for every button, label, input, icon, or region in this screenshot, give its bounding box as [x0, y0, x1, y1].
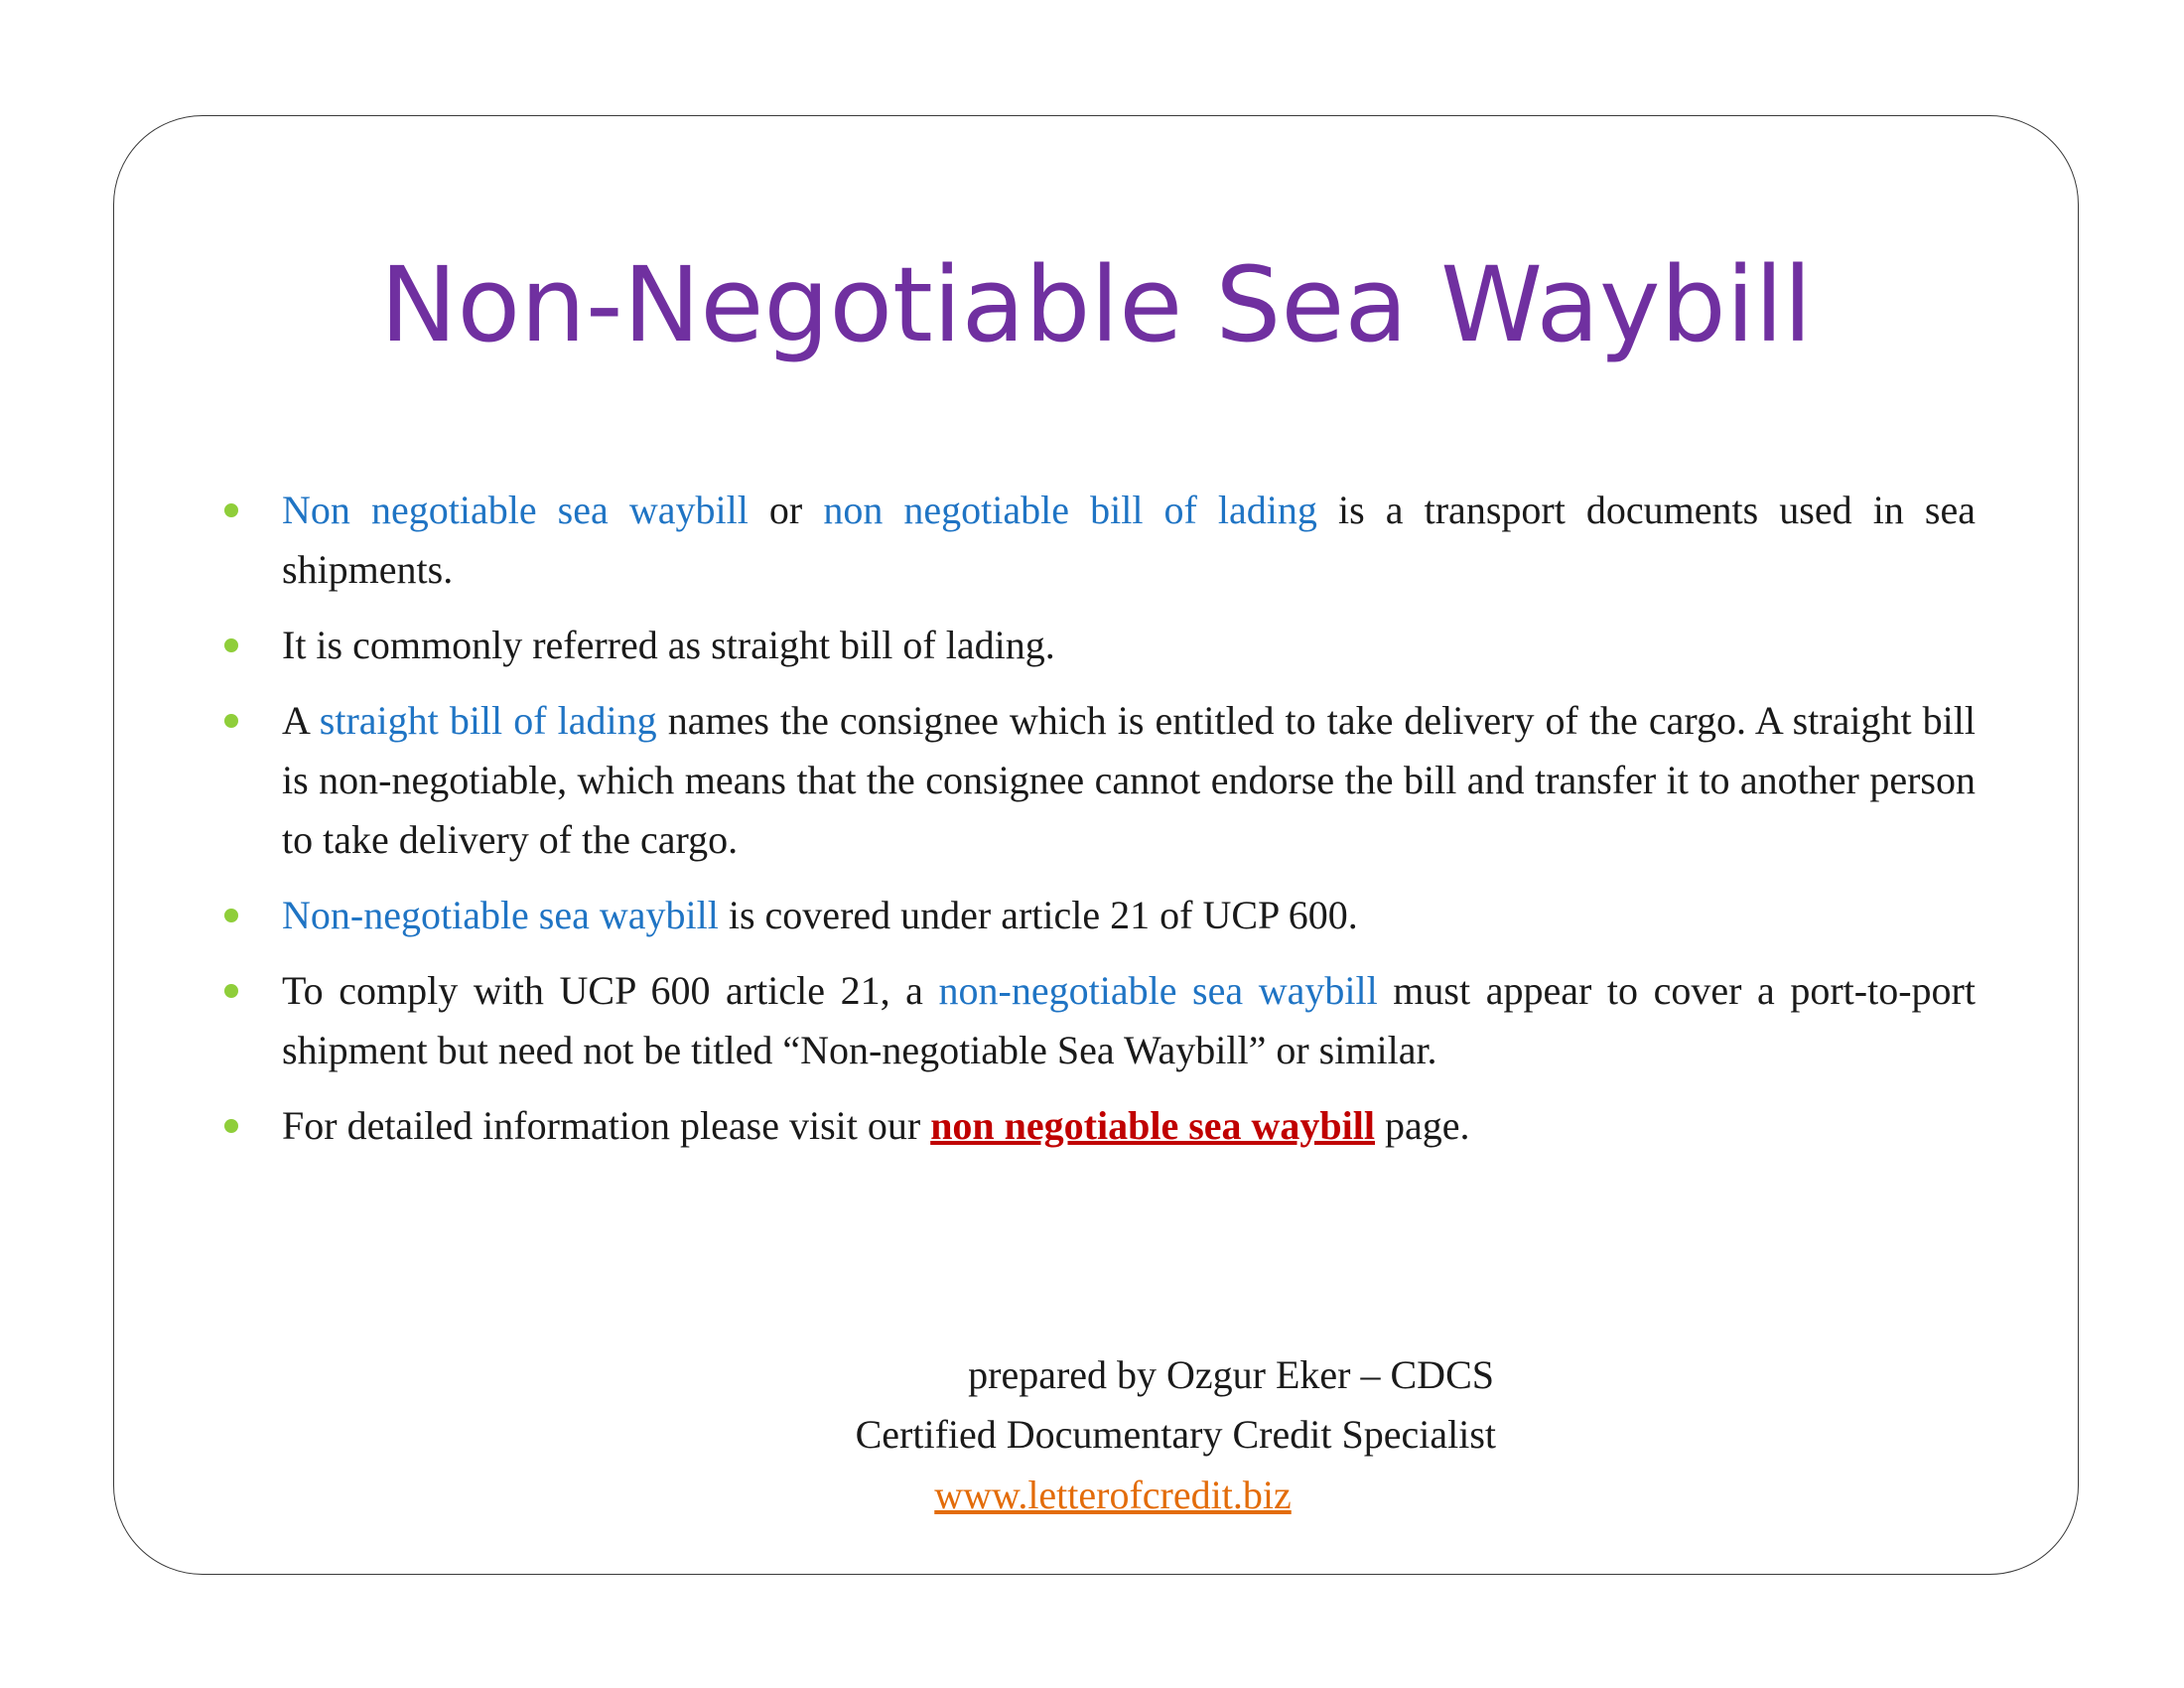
slide-title: Non-Negotiable Sea Waybill	[379, 244, 1813, 365]
bullet-text: For detailed information please visit our	[282, 1103, 931, 1148]
bullet-text: names the consignee which is entitled to take delivery of the cargo. A straight bill is non-negotiable, which means that the consignee cannot endorse the bill and transfer it to another person to take delivery of the cargo.	[282, 698, 1977, 862]
bullet-dot-icon	[224, 909, 238, 922]
footer-prepared-by: prepared by Ozgur Eker – CDCS	[968, 1352, 1494, 1397]
bullet-text: page.	[1375, 1103, 1470, 1148]
bullet-text: A	[282, 698, 320, 743]
highlight-term: straight bill of lading	[319, 698, 657, 743]
bullet-list	[224, 481, 1976, 1172]
bullet-text: To comply with UCP 600 article 21, a	[282, 968, 939, 1013]
bullet-item	[224, 691, 1976, 870]
bullet-dot-icon	[224, 503, 238, 517]
highlight-term: non-negotiable sea waybill	[938, 968, 1378, 1013]
bullet-dot-icon	[224, 714, 238, 728]
bullet-item	[224, 886, 1976, 945]
bullet-item	[224, 961, 1976, 1080]
bullet-dot-icon	[224, 1119, 238, 1133]
bullet-text: It is commonly referred as straight bill of lading.	[282, 623, 1055, 667]
bullet-item	[224, 616, 1976, 675]
bullet-text: must appear to cover a port-to-port shipment but need not be titled “Non-negotiable Sea Waybill” or similar.	[282, 968, 1976, 1072]
bullet-item	[224, 481, 1976, 600]
bullet-text: or	[748, 488, 824, 532]
bullet-text: is a transport documents used in sea shipments.	[282, 488, 1976, 592]
website-link[interactable]: www.letterofcredit.biz	[934, 1473, 1292, 1517]
bullet-dot-icon	[224, 638, 238, 652]
highlight-term: Non-negotiable sea waybill	[282, 893, 719, 937]
footer-credential: Certified Documentary Credit Specialist	[855, 1412, 1496, 1457]
highlight-term: non negotiable bill of lading	[823, 488, 1317, 532]
highlight-term: Non negotiable sea waybill	[282, 488, 749, 532]
bullet-text: is covered under article 21 of UCP 600.	[718, 893, 1358, 937]
bullet-dot-icon	[224, 984, 238, 998]
waybill-page-link[interactable]: non negotiable sea waybill	[930, 1103, 1376, 1148]
bullet-item	[224, 1096, 1976, 1156]
